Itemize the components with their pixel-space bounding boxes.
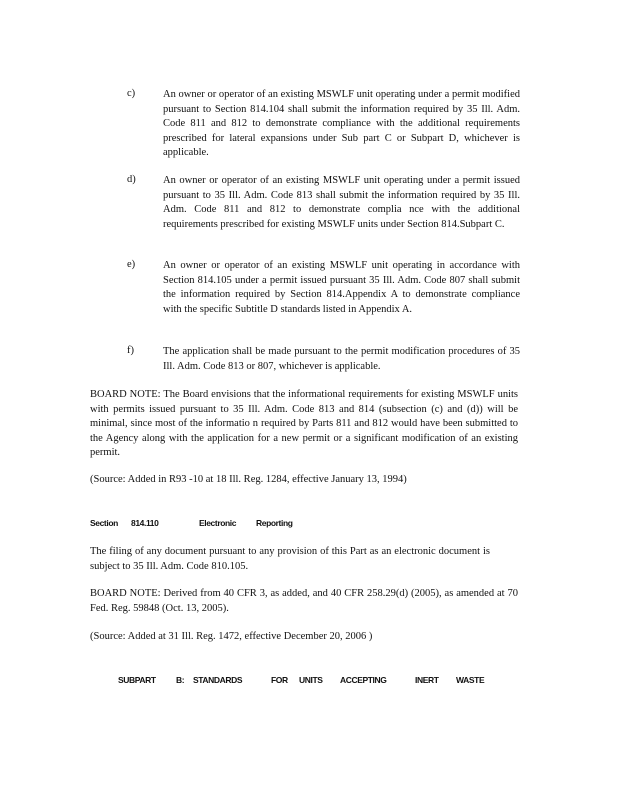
section-title-word-2: Reporting <box>256 518 293 528</box>
source-note-1: (Source: Added in R93 -10 at 18 Ill. Reg. 1284, effective January 13, 1994) <box>90 474 407 485</box>
item-label: d) <box>127 174 136 185</box>
section-number: 814.110 <box>131 518 159 528</box>
board-note-2: BOARD NOTE: Derived from 40 CFR 3, as added, and 40 CFR 258.29(d) (2005), as amended at 70 Fed. Reg. 59848 (Oct. 13, 2005). <box>90 588 518 614</box>
board-note-1: BOARD NOTE: The Board envisions that the informational requirements for existing MSWLF units with permits issued pursuant to 35 Ill. Adm. Code 813 and 814 (subsection (c) and (d)) will be minimal, since most of the informatio n required by Parts 811 and 812 would have been submitted to the Agency along with the application for a new permit or a significant modification of an existing permit. <box>90 389 518 459</box>
subpart-heading-word: B: <box>176 675 185 685</box>
subpart-heading-word: SUBPART <box>118 675 156 685</box>
subpart-heading-word: ACCEPTING <box>340 675 387 685</box>
item-text: An owner or operator of an existing MSWLF unit operating in accordance with Section 814.105 under a permit issued pursuant 35 Ill. Adm. Code 807 shall submit the information required by Section 814.Appendix A to demonstrate compliance with the specific Subtitle D standards listed in Appendix A. <box>163 260 520 315</box>
item-text: An owner or operator of an existing MSWLF unit operating under a permit modified pursuant to Section 814.104 shall submit the information required by 35 Ill. Adm. Code 811 and 812 to demonstrate compliance with the additional requirements prescribed for lateral expansions under Sub part C or Subpart D, whichever is applicable. <box>163 89 520 159</box>
section-label: Section <box>90 518 118 528</box>
source-note-2: (Source: Added at 31 Ill. Reg. 1472, effective December 20, 2006 ) <box>90 631 373 642</box>
item-text: An owner or operator of an existing MSWLF unit operating under a permit issued pursuant to 35 Ill. Adm. Code 813 shall submit the information required by 35 Ill. Adm. Code 811 and 812 to demonstrate complia nce with the additional requirements prescribed for existing MSWLF units under Section 814.Subpart C. <box>163 175 520 230</box>
filing-paragraph: The filing of any document pursuant to any provision of this Part as an electronic document is subject to 35 Ill. Adm. Code 810.105. <box>90 546 490 572</box>
subpart-heading-word: INERT <box>415 675 439 685</box>
subpart-heading-word: FOR <box>271 675 288 685</box>
item-label: e) <box>127 259 136 270</box>
subpart-heading-word: WASTE <box>456 675 485 685</box>
subpart-heading-word: UNITS <box>299 675 323 685</box>
section-title-word-1: Electronic <box>199 518 237 528</box>
item-label: c) <box>127 88 136 99</box>
item-text: The application shall be made pursuant to the permit modification procedures of 35 Ill. Adm. Code 813 or 807, whichever is applicable. <box>163 346 520 372</box>
item-label: f) <box>127 345 134 356</box>
subpart-heading-word: STANDARDS <box>193 675 243 685</box>
